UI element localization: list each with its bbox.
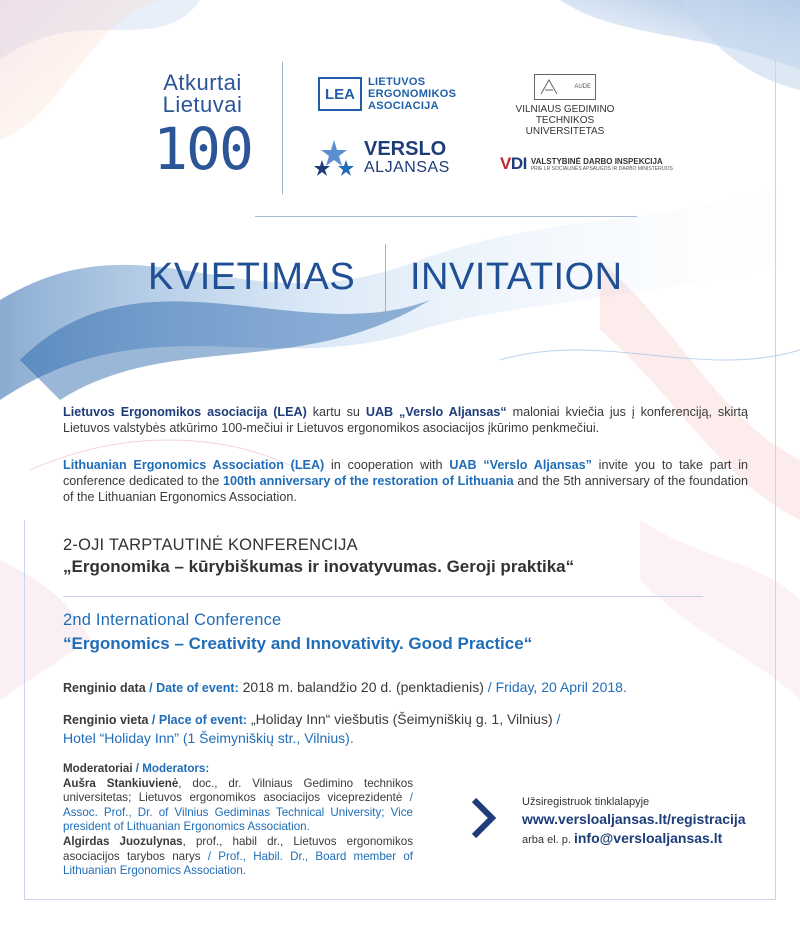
- vgtu-line2: TECHNIKOS UNIVERSITETAS: [525, 115, 605, 137]
- lea-line2: ERGONOMIKOS: [368, 88, 457, 100]
- vdi-line2: PRIE LR SOCIALINĖS APSAUGOS IR DARBO MINISTERIJOS: [530, 165, 673, 172]
- frame-bottom-edge: [24, 899, 776, 900]
- intro-en-partner: UAB “Verslo Aljansas”: [449, 458, 592, 472]
- date-label-en: / Date of event:: [145, 681, 239, 695]
- date-label-lt: Renginio data: [63, 681, 146, 695]
- registration-email-link[interactable]: info@versloaljansas.lt: [573, 830, 723, 846]
- event-date: [63, 679, 627, 695]
- intro-en-paragraph: Lithuanian Ergonomics Association (LEA) in cooperation with UAB “Verslo Aljansas” invite you to take part in conference dedicated to the 100th anniversary of the restoration of Lithuania and the 5th anniversary of the foundation of the Lithuanian Ergonomics Association.: [63, 458, 749, 504]
- date-value-en: / Friday, 20 April 2018.: [483, 679, 627, 695]
- conference-heading-lt: 2-OJI TARPTAUTINĖ KONFERENCIJA: [63, 536, 358, 554]
- registration-email-row: arba el. p. info@versloaljansas.lt: [522, 830, 723, 846]
- moderators-label-lt: Moderatoriai: [63, 762, 133, 775]
- moderators-label-en: / Moderators:: [132, 762, 210, 775]
- conference-title-en: “Ergonomics – Creativity and Innovativity. Good Practice“: [63, 634, 533, 653]
- conference-heading-en: 2nd International Conference: [63, 611, 282, 629]
- title-en: INVITATION: [410, 256, 623, 298]
- place-label-en: / Place of event:: [148, 713, 248, 727]
- event-place: Renginio vieta / Place of event: „Holiday Inn“ viešbutis (Šeimyniškių g. 1, Vilnius) /: [63, 711, 561, 727]
- vdi-logo: [500, 154, 673, 174]
- verslo-aljansas-logo: [312, 138, 450, 178]
- vgtu-mark: [534, 74, 596, 100]
- frame-bottom-line: [63, 596, 703, 597]
- registration-block: [522, 796, 746, 846]
- atkurtai-number: 100: [153, 115, 252, 183]
- chevron-right-icon: [470, 798, 496, 838]
- conference-title-lt: „Ergonomika – kūrybiškumas ir inovatyvumas. Geroji praktika“: [63, 557, 575, 576]
- vgtu-line1: VILNIAUS GEDIMINO: [515, 104, 615, 115]
- intro-lt-org: Lietuvos Ergonomikos asociacija (LEA): [63, 405, 307, 419]
- title-divider: [385, 244, 386, 312]
- vdi-line1: VALSTYBINĖ DARBO INSPEKCIJA: [530, 156, 663, 166]
- atkurtai-text: Atkurtai: [163, 70, 242, 95]
- frame-right-edge: [775, 60, 776, 900]
- vdi-mark: VDI: [500, 154, 527, 173]
- registration-text: Užsiregistruok tinklalapyje: [522, 796, 650, 808]
- verslo-text: VERSLO: [364, 138, 447, 160]
- intro-lt-paragraph: Lietuvos Ergonomikos asociacija (LEA) kartu su UAB „Verslo Aljansas“ maloniai kviečia jus į konferenciją, skirtą Lietuvos valstybės atkūrimo 100-mečiui ir Lietuvos ergonomikos asociacijos įkūrimo penkmečiui.: [63, 405, 749, 435]
- title-lt: KVIETIMAS: [148, 256, 356, 298]
- logo-divider: [282, 62, 283, 194]
- intro-en-highlight: 100th anniversary of the restoration of Lithuania: [223, 474, 514, 488]
- intro-en-org: Lithuanian Ergonomics Association (LEA): [63, 458, 325, 472]
- moderator-2-name: Algirdas Juozulynas: [63, 834, 183, 848]
- registration-url-link[interactable]: www.versloaljansas.lt/registracija: [522, 811, 746, 827]
- lietuvai-text: Lietuvai: [162, 92, 243, 117]
- moderators-block: Moderatoriai / Moderators: Aušra Stankiuvienė, doc., dr. Vilniaus Gedimino technikos universitetas; Lietuvos ergonomikos asociacijos viceprezidentė / Assoc. Prof., Dr. of Vilnius Gediminas Technical University; Vice president of Lithuanian Ergonomics Association. Algirdas Juozulynas, prof., habil dr., Lietuvos ergonomikos asociacijos tarybos narys / Prof., Habil. Dr., Board member of Lithuanian Ergonomics Association.: [63, 762, 413, 878]
- frame-top-line: [255, 216, 637, 217]
- atkurtai-lietuvai-logo: [140, 70, 265, 183]
- lea-logo: [318, 76, 456, 112]
- frame-left-edge: [24, 520, 25, 900]
- aljansas-text: ALJANSAS: [364, 159, 450, 176]
- lea-line1: LIETUVOS: [368, 76, 426, 88]
- place-label-lt: Renginio vieta: [63, 713, 149, 727]
- intro-lt-partner: UAB „Verslo Aljansas“: [365, 405, 507, 419]
- place-value-lt: „Holiday Inn“ viešbutis (Šeimyniškių g. 1, Vilnius): [247, 711, 553, 727]
- event-place-en: [63, 730, 354, 746]
- vgtu-emblem-icon: [539, 78, 559, 96]
- verslo-aljansas-stars-icon: [312, 138, 356, 178]
- vgtu-logo: [500, 74, 630, 137]
- lea-mark: LEA: [318, 77, 362, 111]
- vgtu-mark-text: AUDE: [574, 84, 591, 90]
- date-value-lt: 2018 m. balandžio 20 d. (penktadienis): [238, 679, 484, 695]
- lea-line3: ASOCIACIJA: [368, 100, 439, 112]
- place-value-en: Hotel “Holiday Inn” (1 Šeimyniškių str., Vilnius).: [63, 730, 354, 746]
- moderator-1-name: Aušra Stankiuvienė: [63, 776, 179, 790]
